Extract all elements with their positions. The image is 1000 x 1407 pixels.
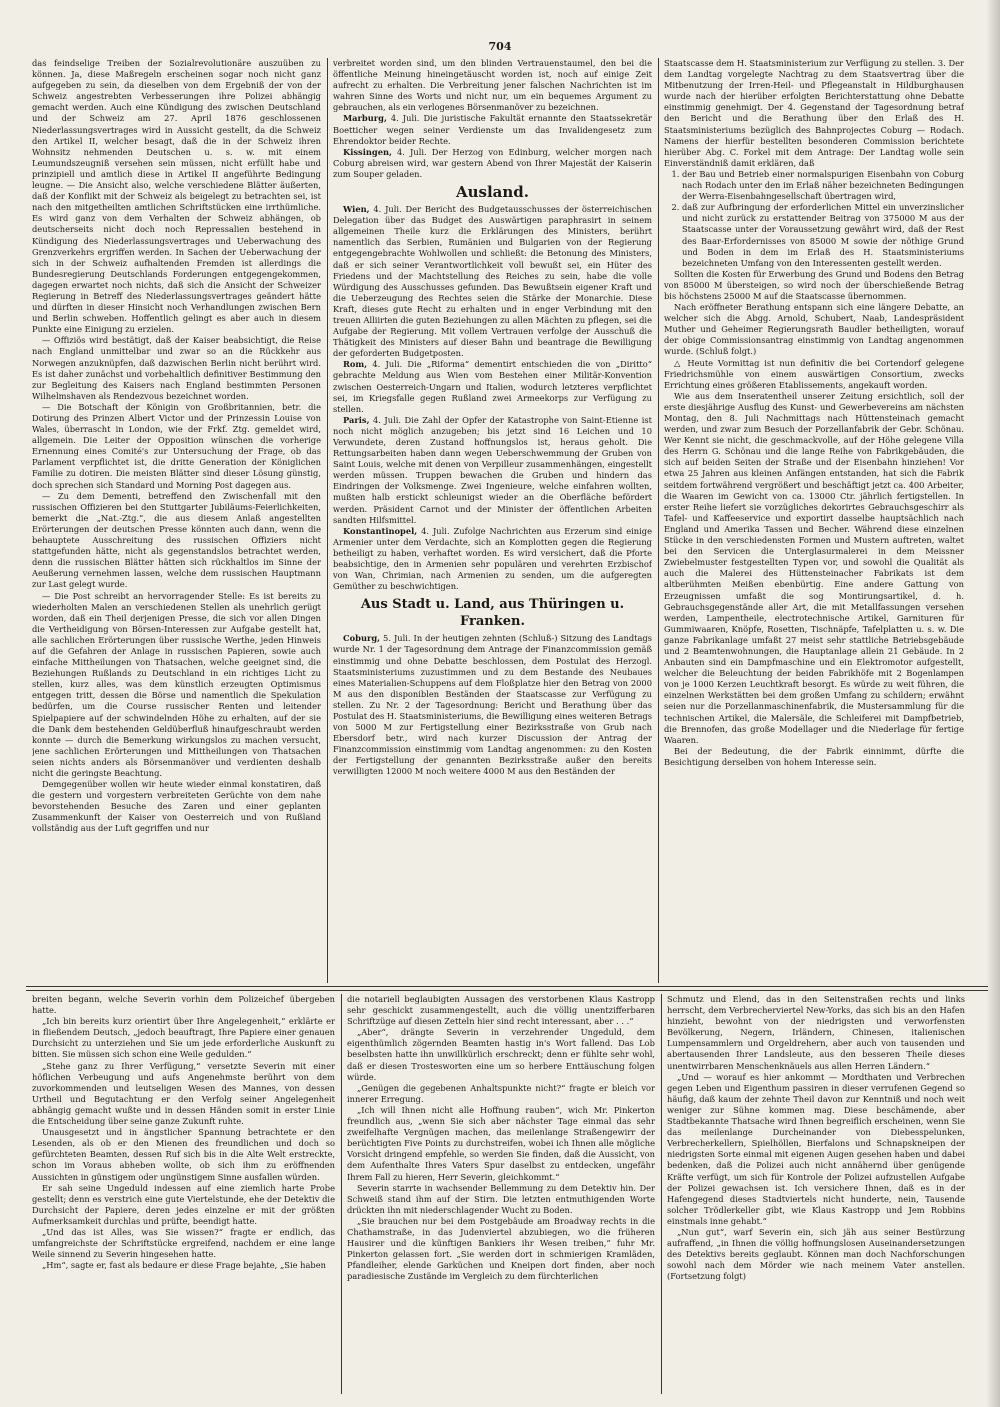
news-text: 4. Juli. Die „Riforma“ dementirt entschieden die von „Diritto“ gebrachte Meldung aus Wien vom Bestehen einer Militär-Konvention zwischen Oesterreich-Ungarn und Italien, wodurch letzteres verpflichtet sei, im Kriegsfalle gegen Rußland zwei Armeekorps zur Verfügung zu stellen. [333, 359, 652, 414]
story-paragraph: die notariell beglaubigten Aussagen des verstorbenen Klaus Kastropp sehr geschickt zusammengestellt, auch die völlig unentzifferbaren Schriftzüge auf diesen Zetteln hier sind recht interessant, aber . . .“ [347, 994, 655, 1027]
article-paragraph: △ Heute Vormittag ist nun definitiv die bei Cortendorf gelegene Friedrichsmühle von einem auswärtigen Consortium, zwecks Errichtung eines größeren Etablissements, angekauft worden. [664, 357, 964, 390]
article-paragraph: — Die Botschaft der Königin von Großbritannien, betr. die Dotirung des Prinzen Albert Victor und der Prinzessin Louise von Wales, überrascht in London, wie der Frkf. Ztg. gemeldet wird, allgemein. Die Leiter der Opposition wünschen die vorherige Ernennung eines Comité's zur Untersuchung der Frage, ob das Parlament verpflichtet ist, die dritte Generation der Königlichen Familie zu dotiren. Die meisten Blätter sind dieser Lösung günstig, doch sprechen sich Standard und Morning Post dagegen aus. [32, 401, 321, 490]
story-paragraph: „Und — worauf es hier ankommt — Mordthaten und Verbrechen gegen Leben und Eigenthum passiren in dieser verrufenen Gegend so häufig, daß kaum der zehnte Theil davon zur Kenntniß und noch weit weniger zur Sühne kommen mag. Diese beschämende, aber Stadtbekannte Thatsache wird Ihnen begreiflich erscheinen, wenn Sie das meilenlange Durcheinander von Diebesspelunken, Verbrecherkellern, Spielhöllen, Bierfalons und Schnapskneipen der niedrigsten Sorte einmal mit eigenen Augen gesehen haben und dabei bedenken, daß die Polizei auch nicht annähernd über genügende Kräfte verfügt, um sich für Kontrole der Polizei aufzustellen Aufgabe der Polizei gewachsen ist. Ich versichere Ihnen, daß es in der Hafengegend dieses Stadtviertels nicht hunderte, nein, Tausende solcher Trödlerkeller gibt, wie Klaus Kastropp und Jem Robbins einstmals inne gehabt.“ [667, 1071, 965, 1226]
news-item [333, 147, 652, 180]
news-item [333, 204, 652, 359]
story-paragraph: „Ich bin bereits kurz orientirt über Ihre Angelegenheit,“ erklärte er in fließendem Deutsch, „jedoch beauftragt, Ihre Papiere einer genauen Durchsicht zu unterziehen und Sie um jede erforderliche Auskunft zu bitten. Sie müssen sich schon eine Weile gedulden.“ [32, 1016, 335, 1060]
news-text: 4. Juli. Die juristische Fakultät ernannte den Staatssekretär Boetticher wegen seiner Verdienste um das Invalidengesetz zum Ehrendoktor beider Rechte. [333, 113, 652, 146]
story-paragraph: „Sie brauchen nur bei dem Postgebäude am Broadway rechts in die Chathamstraße, in das Judenviertel abzubiegen, wo die früheren Hausirer und die künftigen Bankiers ihr Wesen treiben,“ fuhr Mr. Pinkerton gelassen fort. „Sie werden dort in schmierigen Kramläden, Pfandleiher, elende Garküchen und Kneipen dort finden, aber noch paradiesische Zustände im Vergleich zu dem fürchterlichen [347, 1215, 655, 1282]
article-paragraph: verbreitet worden sind, um den blinden Vertrauenstaumel, den bei die öffentliche Meinung hineingetäuscht worden ist, noch auf einige Zeit aufrecht zu erhalten. Die Verbreitung jener falschen Nachrichten ist im wahren Sinne des Worts und nicht nur, um ein bequemes Argument zu gebrauchen, als ein verlogenes Börsenmanöver zu bezeichnen. [333, 58, 652, 113]
news-text: 4. Juli. Zufolge Nachrichten aus Erzerum sind einige Armenier unter dem Verdachte, sich an Komplotten gegen die Regierung betheiligt zu haben, verhaftet worden. Es wird versichert, daß die Pforte beabsichtige, den in Armenien sehr populären und verehrten Erzbischof von Wan, Chrimian, nach Armenien zu senden, um die aufgeregten Gemüther zu beschwichtigen. [333, 525, 652, 592]
section-heading-ausland: Ausland. [455, 183, 530, 202]
dateline: Kissingen, [343, 146, 392, 157]
news-item [333, 526, 652, 593]
story-paragraph: „Nun gut“, warf Severin ein, sich jäh aus seiner Bestürzung aufraffend, „in Ihnen die völlig hoffnungslosen Auseinandersetzungen des Detektivs bereits geglaubt. Können man doch Nachforschungen sowohl nach dem Mörder wie nach meinem Vater anstellen. (Fortsetzung folgt) [667, 1226, 965, 1282]
page-edge-shadow [986, 0, 1000, 1407]
dateline: Konstantinopel, [343, 525, 418, 536]
news-item [333, 415, 652, 526]
news-text: 4. Juli. Der Herzog von Edinburg, welcher morgen nach Coburg abreisen wird, war gestern Abend von Ihrer Majestät der Kaiserin zum Souper geladen. [333, 146, 652, 179]
dateline: Coburg, [343, 633, 381, 644]
story-paragraph: Er sah seine Ungeduld indessen auf eine ziemlich harte Probe gestellt; denn es verstrich eine gute Viertelstunde, ehe der Detektiv die Durchsicht der Papiere, deren jedes einzelne er mit der größten Aufmerksamkeit durchlas und prüfte, beendigt hatte. [32, 1182, 335, 1226]
list-item: 2. daß zur Aufbringung der erforderlichen Mittel ein unverzinslicher und nicht zurück zu erstattender Beitrag von 375000 M aus der Staatscasse unter der Voraussetzung gewährt wird, daß der Rest des Baar-Erfordernisses von 85000 M sowie der nöthige Grund und Boden in dem im Erlaß des H. Staatsministeriums bezeichneten Umfang von den Interessenten gestellt werden. [682, 202, 964, 269]
column-rule [341, 994, 342, 1394]
story-paragraph: „Genügen die gegebenen Anhaltspunkte nicht?“ fragte er bleich vor innerer Erregung. [347, 1082, 655, 1104]
feuilleton-separator [26, 986, 988, 991]
news-item [333, 633, 652, 777]
news-text: 5. Juli. In der heutigen zehnten (Schluß-) Sitzung des Landtags wurde Nr. 1 der Tagesordnung dem Antrage der Finanzcommission gemäß einstimmig und ohne Debatte beschlossen, dem Postulat des Herzogl. Staatsministeriums zuzustimmen und zu dem Bestande des Neubaues eines Materialien-Schuppens auf dem Floßplatze hier den Betrag von 2000 M aus den disponiblen Beständen der Staatscasse zur Verfügung zu stellen. Zu Nr. 2 der Tagesordnung: Bericht und Berathung über das Postulat des H. Staatsministeriums, die Bewilligung eines weiteren Betrags von 5000 M zur Fertigstellung einer Bezirksstraße von Grub nach Ebersdorf betr., wird nach kurzer Discussion der Antrag der Finanzcommission einstimmig vom Landtag angenommen: zu den Kosten der Fertigstellung der genannten Bezirksstraße außer den bereits verwilligten 12000 M noch weitere 4000 M aus den Beständen der [333, 633, 652, 777]
article-paragraph: — Offiziös wird bestätigt, daß der Kaiser beabsichtigt, die Reise nach England unmittelbar und zwar so an die Rückkehr aus Norwegen anzuknüpfen, daß dazwischen Berlin nicht berührt wird. Es ist daher zunächst und vorbehaltlich definitiver Bestimmung den zur Begleitung des Kaisers nach England bestimmten Personen Wilhelmshaven als Rendezvous bezeichnet worden. [32, 335, 321, 401]
article-paragraph: — Die Post schreibt an hervorragender Stelle: Es ist bereits zu wiederholten Malen an verschiedenen Stellen als unehrlich gerügt worden, daß ein Theil derjenigen Presse, die sich vor allen Dingen die Vertheidigung von Börsen-Interessen zur Aufgabe gestellt hat, alle sachlichen Erörterungen über russische Werthe, jeden Hinweis auf die Gefahren der Anlage in russischen Papieren, sowie auch einfache Mittheilungen von Thatsachen, welche geeignet sind, die Beziehungen Rußlands zu Deutschland in ein richtiges Licht zu stellen, kurz alles, was dem künstlich erzeugten Optimismus entgegen tritt, dessen die Börse und namentlich die Spekulation bedürfen, um die Course russischer Renten und leitender Spielpapiere auf der schwindelnden Höhe zu erhalten, auf der sie die Dank dem bestehenden Geldüberfluß hinaufgeschraubt werden konnte — durch die Bemerkung wirkungslos zu machen versucht, jene sachlichen Erörterungen und Mittheilungen von Thatsachen seien nichts anders als Börsenmanöver und verdienten deshalb nicht die geringste Beachtung. [32, 590, 321, 778]
list-item: 1. der Bau und Betrieb einer normalspurigen Eisenbahn von Coburg nach Rodach unter den im Erlaß näher bezeichneten Bedingungen der Werra-Eisenbahngesellschaft übertragen wird, [682, 169, 964, 202]
news-item [333, 359, 652, 414]
story-paragraph: Schmutz und Elend, das in den Seitenstraßen rechts und links herrscht, dem Verbrecherviertel New-Yorks, das sich bis an den Hafen hinzieht, bewohnt von der niedrigsten und verworfensten Bevölkerung, Negern, Irländern, Chinesen, italienischen Lumpensammlern und Orgeldrehern, aber auch von tausenden und abertausenden Ihrer Landsleute, aus den besseren Theile dieses unentwirrbaren Menschenknäuels aus allen Herren Ländern.“ [667, 994, 965, 1071]
story-paragraph: „Hm“, sagte er, fast als bedaure er diese Frage bejahte, „Sie haben [42, 1260, 326, 1271]
article-paragraph: das feindselige Treiben der Sozialrevolutionäre auszuüben zu können. Ja, diese Maßregeln erscheinen sogar noch nicht ganz aufgegeben zu sein, da dieselben von dem Ergebniß der von der Schweiz angestrebten Verbesserungen ihre Polizei abhängig gemacht werden. Auch eine Kündigung des zwischen Deutschland und der Schweiz am 27. April 1876 geschlossenen Niederlassungsvertrages wird in Aussicht gestellt, da die Schweiz den Artikel II, welcher besagt, daß die in der Schweiz ihren Wohnsitz nehmenden Deutschen u. s. w. mit einem Leumundszeugniß versehen sein müssen, nicht erfüllt habe und prinzipiell und amtlich diese in Artikel II angeführte Bedingung leugne. — Die Ansicht also, welche verschiedene Blätter äußerten, daß der Konflikt mit der Schweiz als beigelegt zu betrachten sei, ist nach den mitgetheilten amtlichen Schriftstücken eine irrthümliche. Es wird ganz von dem Verhalten der Schweiz abhängen, ob deutscherseits nicht doch noch Repressalien bestehend in Kündigung des Niederlassungsvertrages und Ueberwachung des Grenzverkehrs ergriffen werden. In Sachen der Ueberwachung der sich in der Schweiz aufhaltenden Fremden ist allerdings die Bundesregierung Deutschlands Forderungen entgegengekommen, dagegen erwartet noch nichts, daß sich die Ansicht der Schweizer Regierung in Betreff des Niederlassungsvertrages geändert hätte und dürften in dieser Hinsicht noch Verhandlungen zwischen Bern und Berlin schweben. Hoffentlich gelingt es aber auch in diesem Punkte eine Einigung zu erzielen. [32, 58, 321, 335]
article-paragraph: Demgegenüber wollen wir heute wieder einmal konstatiren, daß die gestern und vorgestern verbreiteten Gerüchte von dem nahe bevorstehenden Besuche des Zaren und einer geplanten Zusammenkunft der Kaiser von Oesterreich und von Rußland vollständig aus der Luft gegriffen und nur [32, 779, 321, 834]
motion-list [664, 169, 964, 269]
news-text: 4. Juli. Die Zahl der Opfer der Katastrophe von Saint-Etienne ist noch nicht möglich anzugeben; bis jetzt sind 16 Leichen und 10 Verwundete, deren Zustand hoffnungslos ist, heraus geholt. Die Rettungsarbeiten haben dann wegen Ueberschwemmung der Gruben von Saint Louis, welche mit denen von Verpilleur zusammenhängen, eingestellt werden müssen. Truppen bewachen die Gruben und hindern das Eindringen der Volksmenge. Zwei Ingenieure, welche einfahren wollten, mußten halb erstickt schleunigst wieder an die Oberfläche befördert werden. Präsident Carnot und der Minister der öffentlichen Arbeiten sandten Hilfsmittel. [333, 414, 652, 525]
column-rule [327, 58, 328, 983]
page-number: 704 [488, 40, 512, 53]
article-paragraph: Wie aus dem Inseratentheil unserer Zeitung ersichtlich, soll der erste diesjährige Ausflug des Kunst- und Gewerbevereins am nächsten Montag, den 8. Juli Nachmittags nach Hüttensteinach gemacht werden, und zwar zum Besuch der Porzellanfabrik der Gebr. Schönau. Wer Kennt sie nicht, die geschmackvolle, auf der Höhe gelegene Villa des Herrn G. Schönau und die lange Reihe von Fabrikgebäuden, die sich auf beiden Seiten der Straße und der Eisenbahn hinziehen! Vor etwa 25 Jahren aus kleinen Anfängen entstanden, hat sich die Fabrik seitdem fortwährend vergrößert und beschäftigt jetzt ca. 400 Arbeiter, die Waaren im Gewicht von ca. 13000 Ctr. jährlich fertigstellen. In erster Reihe liefert sie vorzügliches dekorirtes Gebrauchsgeschirr als Tafel- und Kaffeeservice und exportirt dasselbe hauptsächlich nach England und Amerika Tassen und Becher. Während diese einzelnen Stücke in den verschiedensten Formen und Mustern auftreten, waltet bei den Servicen die Unterglasurmalerei in dem Meissner Zwiebelmuster festgestellten Typen vor, und sowohl die Qualität als auch die Malerei des Hüttensteinacher Fabrikats ist dem altberühmten Meißen ebenbürtig. Eine andere Gattung von Erzeugnissen umfaßt die sog Montirungsartikel, d. h. Gebrauchsgegenstände aller Art, die mit Metallfassungen versehen werden, Lampentheile, electrotechnische Artikel, Garnituren für Gummiwaaren, Knöpfe, Rosetten, Tischnäpfe, Tafelplatten u. s. w. Die ganze Fabrikanlage umfaßt 27 meist sehr stattliche Betriebsgebäude und 2 Beamtenwohnungen, die Hauptanlage allein 21 Gebäude. In 2 Anbauten sind ein Dampfmaschine und ein Elektromotor aufgestellt, welcher die Beleuchtung der beiden Fabrikhöfe mit 2 Bogenlampen von je 1000 Kerzen Leuchtkraft besorgt. Es würde zu weit führen, die einzelnen Werkstätten bei dem großen Umfang zu schildern; erwähnt seien nur die Porzellanmaschinenfabrik, die Mustersammlung für die technischen Artikel, die Malersäle, die Schleiferei mit Dampfbetrieb, die Brennofen, das große Modellager und die Niederlage für fertige Waaren. [664, 390, 964, 745]
story-paragraph: „Aber“, drängte Severin in verzehrender Ungeduld, dem eigenthümlich zögernden Beamten hastig in's Wort fallend. Das Lob beselbsten hatte ihn unwillkürlich erschreckt; denn er fühlte sehr wohl, daß er diesen Trostesworten eine um so herbere Enttäuschung folgen würde. [347, 1027, 655, 1082]
column-rule [658, 58, 659, 983]
story-paragraph: „Und das ist Alles, was Sie wissen?“ fragte er endlich, das umfangreichste der Schriftstücke ergreifend, nachdem er eine lange Weile sinnend zu Severin hingesehen hatte. [32, 1226, 335, 1260]
article-paragraph: Staatscasse dem H. Staatsministerium zur Verfügung zu stellen. 3. Der dem Landtag vorgelegte Nachtrag zu dem Staatsvertrag über die Mitbenutzung der Irren-Heil- und Pflegeanstalt in Hildburghausen wurde nach der hierüber erfolgten Berichterstattung ohne Debatte einstimmig genehmigt. Der 4. Gegenstand der Tagesordnung betraf den Bericht und die Berathung über den Erlaß des H. Staatsministeriums bezüglich des Bahnprojectes Coburg — Rodach. Namens der hierfür bestellten besonderen Commission berichtete hierüber Abg. C. Forkel mit dem Antrage: Der Landtag wolle sein Einverständniß damit erklären, daß [664, 58, 964, 168]
dateline: Marburg, [343, 113, 387, 124]
story-paragraph: „Ich will Ihnen nicht alle Hoffnung rauben“, wich Mr. Pinkerton freundlich aus, „wenn Sie sich aber nächster Tage einmal das sehr zweifelhafte Vergnügen machen, das meilenlange Straßengewirr der berüchtigten Five Points zu durchstreifen, wobei ich Ihnen alle mögliche Vorsicht dringend empfehle, so werden Sie finden, daß die Aussicht, von dem Aufenthalte Ihres Vaters Spur daselbst zu entdecken, ungefähr Ihrem Fall zu hieren, Herr Severin, gleichkommt.“ [347, 1104, 655, 1182]
dateline: Paris, [343, 414, 370, 425]
article-paragraph: Sollten die Kosten für Erwerbung des Grund und Bodens den Betrag von 85000 M übersteigen, so wird noch der überschießende Betrag bis höchstens 25000 M auf die Staatscasse übernommen. [664, 268, 964, 301]
story-paragraph: Severin starrte in wachsender Bellemmung zu dem Detektiv hin. Der Schweiß stand ihm auf der Stirn. Die letzten entmuthigenden Worte drückten ihn mit niederschlagender Wucht zu Boden. [347, 1182, 655, 1215]
dateline: Rom, [343, 359, 368, 370]
article-paragraph: — Zu dem Dementi, betreffend den Zwischenfall mit den russischen Offizieren bei den Stuttgarter Jubiläums-Feierlichkeiten, bemerkt die „Nat.-Ztg.“, die aus diesem Anlaß angestellten Erörterungen der deutschen Presse könnten auch dann, wenn die behauptete Ausschreitung des russischen Offiziers nicht stattgefunden hätte, nicht als gegenstandslos betrachtet werden, denn die russischen Blätter hätten sich rückhaltlos im Sinne der Aeußerung vernehmen lassen, welche dem russischen Hauptmann zur Last gelegt wurde. [32, 490, 321, 590]
story-paragraph: Unausgesetzt und in ängstlicher Spannung betrachtete er den Lesenden, als ob er den Mienen des freundlichen und doch so gefürchteten Beamten, dessen Ruf sich bis in die Alte Welt erstreckte, schon im Voraus abheben wollte, ob sich ihm zu eröffnenden Aussichten in günstigem oder ungünstigem Sinne ausfallen würden. [32, 1127, 335, 1182]
feuilleton-column-1 [32, 994, 335, 1394]
news-column-1 [32, 58, 321, 983]
story-paragraph: „Stehe ganz zu Ihrer Verfügung,“ versetzte Severin mit einer höflichen Verbeugung und aufs Angenehmste berührt von dem zuvorkommenden und leutseligen Wesen des Mannes, von dessen Urtheil und Begutachtung er den Verfolg seiner Angelegenheit abhängig gemacht wußte und in dessen Händen somit in erster Linie die Entscheidung über seine ganze Zukunft ruhte. [32, 1060, 335, 1127]
news-column-3 [664, 58, 964, 983]
article-paragraph: Bei der Bedeutung, die der Fabrik einnimmt, dürfte die Besichtigung derselben von hohem Interesse sein. [664, 745, 964, 767]
article-paragraph: Nach eröffneter Berathung entspann sich eine längere Debatte, an welcher sich die Abgg. Arnold, Schubert, Naab, Landespräsident Muther und Geheimer Regierungsrath Baudler betheiligten, worauf der obige Commissionsantrag einstimmig von Landtag angenommen wurde. (Schluß folgt.) [664, 302, 964, 357]
feuilleton-column-2 [347, 994, 655, 1394]
column-rule [661, 994, 662, 1394]
feuilleton-column-3 [667, 994, 965, 1394]
section-heading-stadt-land: Aus Stadt u. Land, aus Thüringen u. Franken. [360, 597, 625, 630]
dateline: Wien, [343, 204, 370, 215]
news-column-2 [333, 58, 652, 983]
news-item [333, 113, 652, 146]
story-paragraph: breiten begann, welche Severin vorhin dem Polizeichef übergeben hatte. [32, 994, 335, 1016]
news-text: 4. Juli. Der Bericht des Budgetausschusses der österreichischen Delegation über das Budget des Auswärtigen paraphrasirt in seinem allgemeinen Theile kurz die Erklärungen des Ministers, berührt namentlich das Serbien, Rumänien und Bulgarien von der Regierung entgegengebrachte Wohlwollen und schließt: die Betonung des Ministers, daß er sich seiner Verantwortlichkeit voll bewußt sei, ein Hüter des Friedens und der Machtstellung des Reiches zu sein, habe die volle Würdigung des Ausschusses gefunden. Das Bewußtsein eigener Kraft und die Ueberzeugung des Rechtes seien die Stärke der Monarchie. Diese Kraft, dieses gute Recht zu erhalten und in enger Verbindung mit den treuen Alliirten die guten Beziehungen zu allen Mächten zu pflegen, sei die Aufgabe der Regierung. Mit vollem Vertrauen verfolge der Ausschuß die Thätigkeit des Ministers auf dieser Bahn und beantrage die Bewilligung der geforderten Budgetposten. [333, 204, 652, 359]
